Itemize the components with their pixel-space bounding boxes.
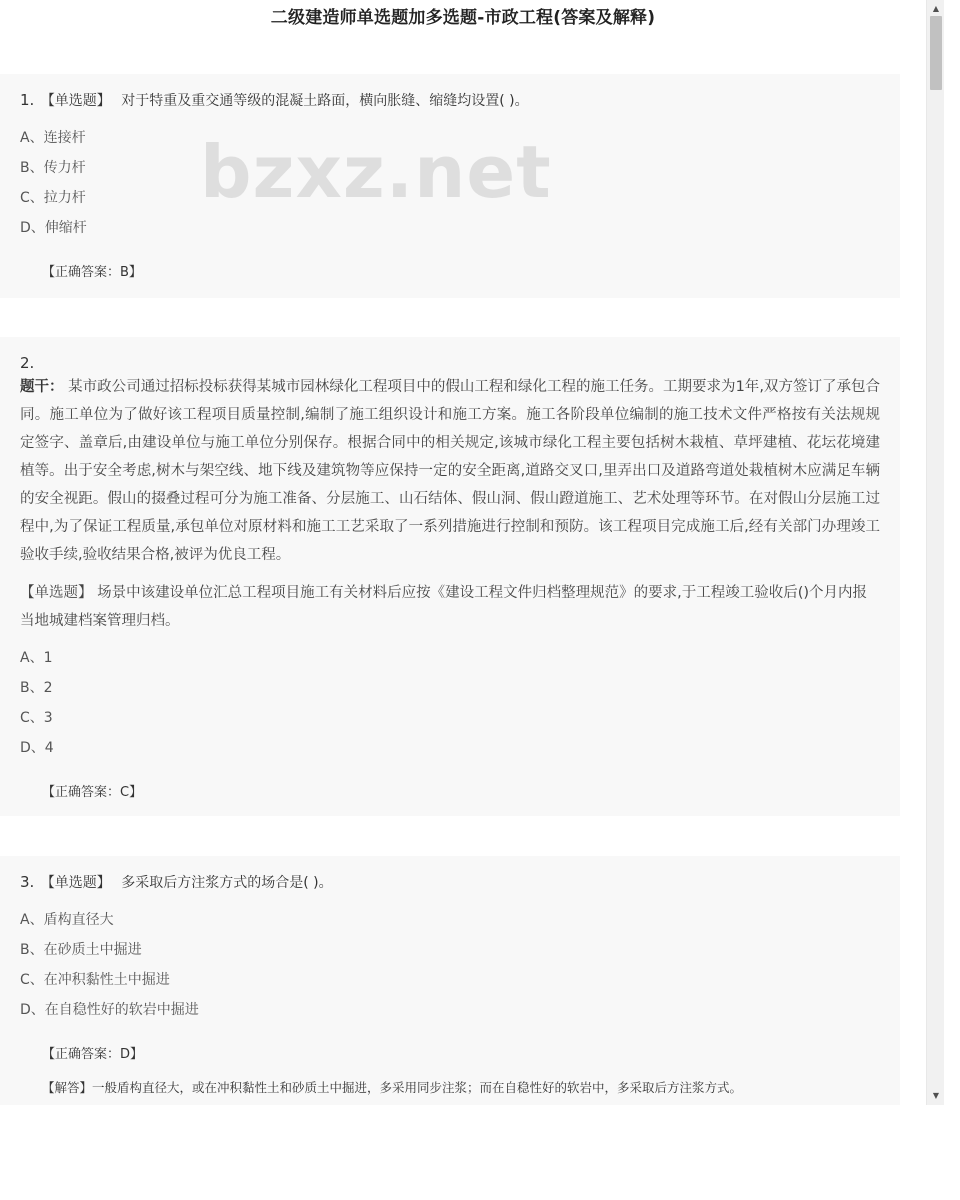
question-text: 多采取后方注浆方式的场合是( )。 — [121, 875, 333, 891]
option-c[interactable]: C、在冲积黏性土中掘进 — [20, 972, 170, 988]
option-list — [20, 643, 880, 763]
scroll-down-icon[interactable]: ▼ — [932, 1091, 940, 1100]
correct-answer: 【正确答案：B】 — [42, 265, 142, 280]
option-b[interactable]: B、传力杆 — [20, 160, 86, 176]
option-b[interactable]: B、在砂质土中掘进 — [20, 942, 142, 958]
option-d[interactable]: D、4 — [20, 740, 54, 756]
option-c[interactable]: C、拉力杆 — [20, 190, 86, 206]
question-heading — [20, 872, 880, 893]
option-d[interactable]: D、在自稳性好的软岩中掘进 — [20, 1002, 199, 1018]
option-a[interactable]: A、1 — [20, 650, 53, 666]
question-text: 场景中该建设单位汇总工程项目施工有关材料后应按《建设工程文件归档整理规范》的要求,于工程竣工验收后()个月内报当地城建档案管理归档。 — [20, 585, 868, 629]
watermark: bzxz.net — [200, 130, 552, 214]
correct-answer: 【正确答案：D】 — [42, 1047, 144, 1062]
question-card-2 — [0, 337, 900, 816]
question-number: 1. — [20, 91, 35, 109]
scroll-thumb[interactable] — [930, 16, 942, 90]
question-text: 对于特重及重交通等级的混凝土路面，横向胀缝、缩缝均设置( )。 — [121, 93, 529, 109]
stem-label: 题干： — [20, 379, 64, 395]
scroll-up-icon[interactable]: ▲ — [932, 4, 940, 13]
option-b[interactable]: B、2 — [20, 680, 53, 696]
question-stem — [20, 373, 880, 569]
sub-question — [20, 579, 880, 635]
correct-answer: 【正确答案：C】 — [42, 785, 143, 800]
question-type: 【单选题】 — [40, 93, 111, 109]
question-heading — [20, 353, 880, 373]
question-card-1 — [0, 74, 900, 298]
option-a[interactable]: A、连接杆 — [20, 130, 86, 146]
answer-explanation: 【解答】一般盾构直径大，或在冲积黏性土和砂质土中掘进，多采用同步注浆；而在自稳性好的软岩中，多采取后方注浆方式。 — [42, 1080, 743, 1095]
option-c[interactable]: C、3 — [20, 710, 53, 726]
stem-text: 某市政公司通过招标投标获得某城市园林绿化工程项目中的假山工程和绿化工程的施工任务。工期要求为1年,双方签订了承包合同。施工单位为了做好该工程项目质量控制,编制了施工组织设计和施工方案。施工各阶段单位编制的施工技术文件严格按有关法规规定签字、盖章后,由建设单位与施工单位分别保存。根据合同中的相关规定,该城市绿化工程主要包括树木栽植、草坪建植、花坛花境建植等。出于安全考虑,树木与架空线、地下线及建筑物等应保持一定的安全距离,道路交叉口,里弄出口及道路弯道处栽植树木应满足车辆的安全视距。假山的掇叠过程可分为施工准备、分层施工、山石结体、假山洞、假山蹬道施工、艺术处理等环节。在对假山分层施工过程中,为了保证工程质量,承包单位对原材料和施工工艺采取了一系列措施进行控制和预防。该工程项目完成施工后,经有关部门办理竣工验收手续,验收结果合格,被评为优良工程。 — [20, 379, 880, 563]
question-heading — [20, 90, 880, 111]
question-card-3 — [0, 856, 900, 1105]
option-list — [20, 123, 880, 243]
option-list — [20, 905, 880, 1025]
page-title: 二级建造师单选题加多选题-市政工程(答案及解释) — [270, 8, 656, 28]
question-type: 【单选题】 — [40, 875, 111, 891]
option-a[interactable]: A、盾构直径大 — [20, 912, 114, 928]
question-number: 3. — [20, 873, 35, 891]
question-type: 【单选题】 — [20, 585, 93, 601]
option-d[interactable]: D、伸缩杆 — [20, 220, 87, 236]
vertical-scrollbar[interactable] — [926, 0, 944, 1105]
question-number: 2. — [20, 354, 35, 372]
